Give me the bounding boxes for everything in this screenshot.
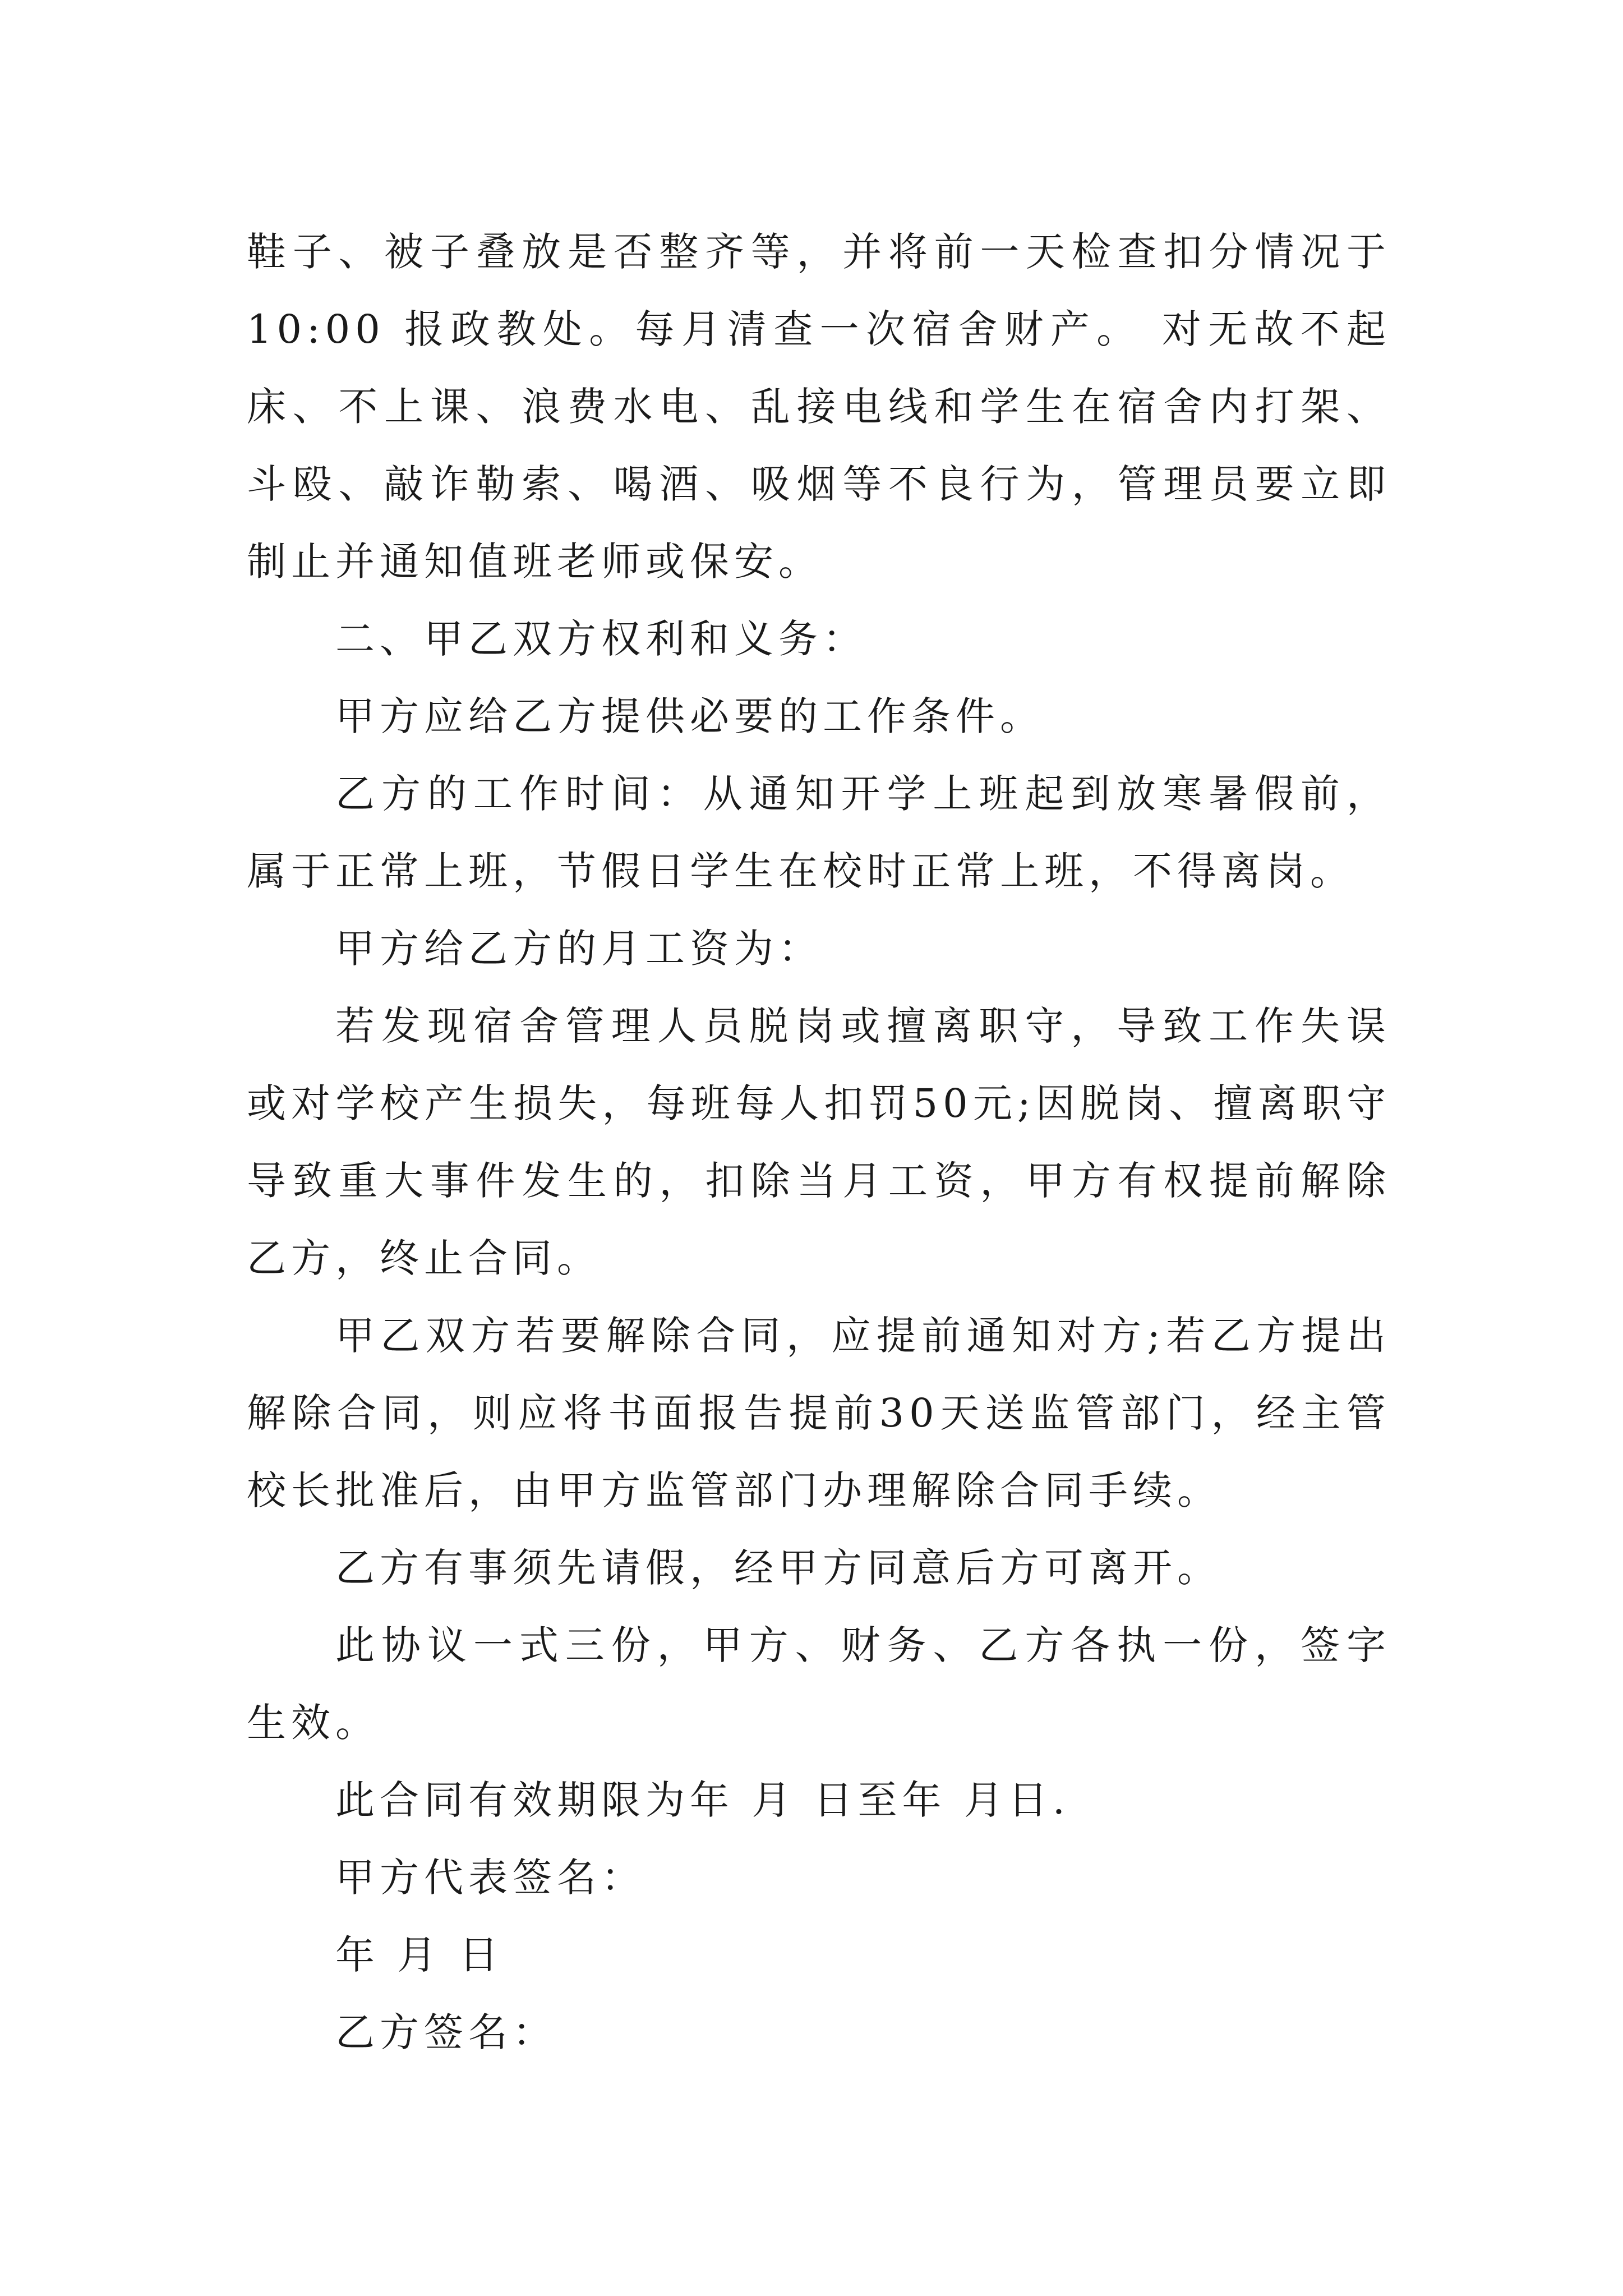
party-b-signature-label: 乙方签名： xyxy=(335,2009,557,2055)
paragraph-copies: 此协议一式三份，甲方、财务、乙方各执一份，签字生效。 xyxy=(247,1622,1391,1746)
document-body xyxy=(247,213,1391,2071)
paragraph-work-hours: 乙方的工作时间：从通知开学上班起到放寒暑假前，属于正常上班，节假日学生在校时正常上班，不得离岗。 xyxy=(247,771,1391,894)
party-a-signature-label: 甲方代表签名： xyxy=(335,1855,645,1901)
paragraph-leave-request: 乙方有事须先请假，经甲方同意后方可离开。 xyxy=(335,1545,1221,1591)
paragraph-penalties: 若发现宿舍管理人员脱岗或擅离职守，导致工作失误或对学校产生损失，每班每人扣罚50元;因脱岗、擅离职守导致重大事件发生的，扣除当月工资，甲方有权提前解除乙方，终止合同。 xyxy=(247,1003,1391,1281)
signature-date-line: 年 月 日 xyxy=(335,1932,504,1978)
paragraph-dorm-inspection: 鞋子、被子叠放是否整齐等，并将前一天检查扣分情况于10:00 报政教处。每月清查一次宿舍财产。 对无故不起床、不上课、浪费水电、乱接电线和学生在宿舍内打架、斗殴、敲诈勒索、喝酒、吸烟等不良行为，管理员要立即制止并通知值班老师或保安。 xyxy=(247,229,1391,585)
paragraph-validity-period: 此合同有效期限为年 月 日至年 月日. xyxy=(335,1777,1071,1823)
paragraph-work-conditions: 甲方应给乙方提供必要的工作条件。 xyxy=(335,693,1044,739)
paragraph-monthly-salary: 甲方给乙方的月工资为： xyxy=(335,926,823,972)
heading-rights-obligations: 二、甲乙双方权利和义务： xyxy=(335,616,867,662)
paragraph-termination: 甲乙双方若要解除合同，应提前通知对方;若乙方提出解除合同，则应将书面报告提前30天送监管部门，经主管校长批准后，由甲方监管部门办理解除合同手续。 xyxy=(247,1313,1391,1513)
